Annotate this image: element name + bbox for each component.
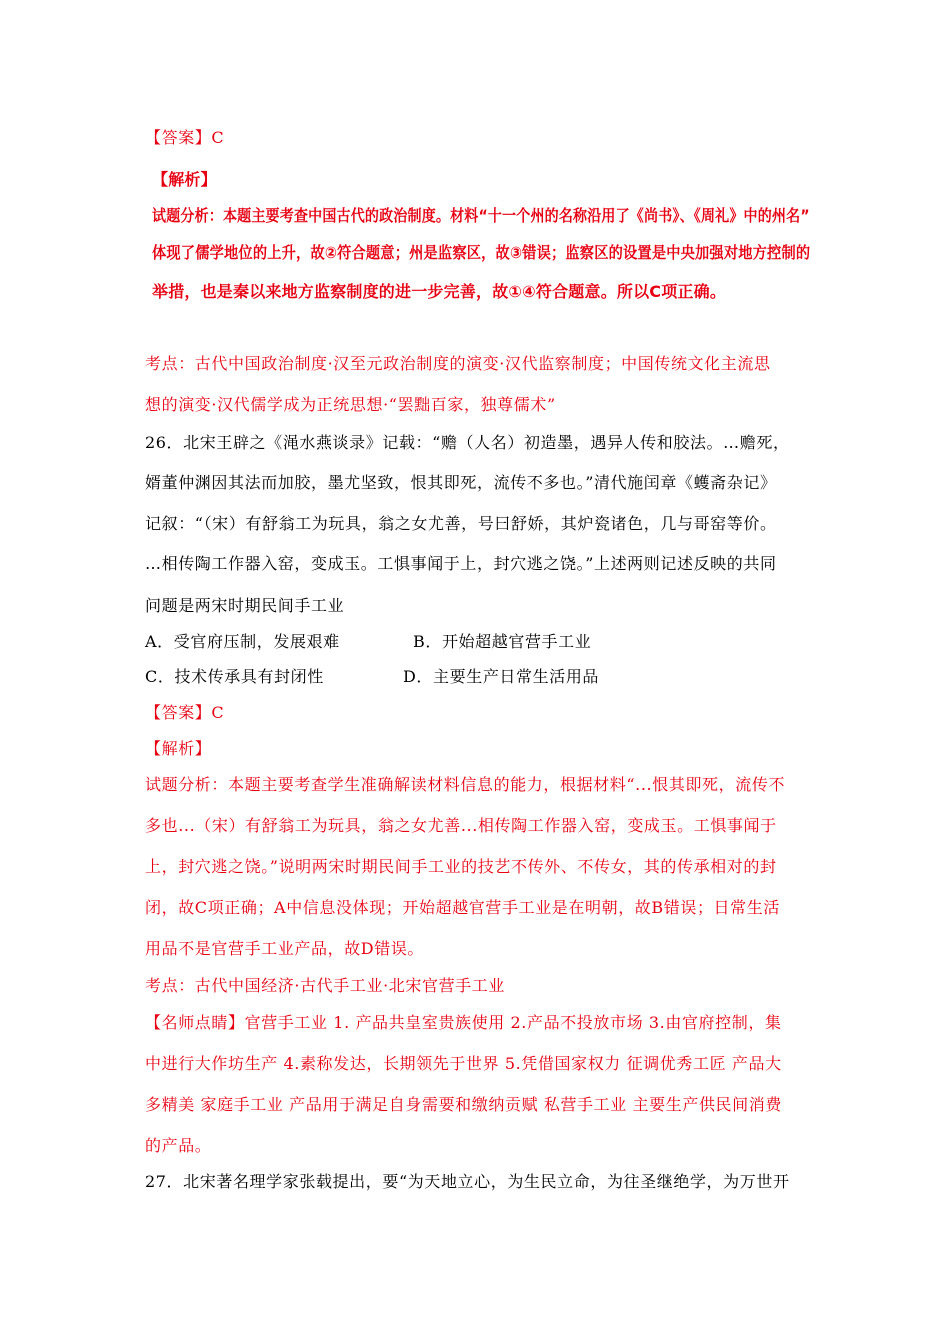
option-b: B．开始超越官营手工业: [413, 632, 592, 651]
analysis-text-line: 用品不是官营手工业产品，故D错误。: [145, 939, 425, 958]
question-stem-line: …相传陶工作器入窑，变成玉。工惧事闻于上，封穴逃之饶。”上述两则记述反映的共同: [145, 554, 777, 573]
question-stem-line: 26．北宋王辟之《渑水燕谈录》记载：“赡（人名）初造墨，遇异人传和胶法。…赡死，: [145, 433, 790, 452]
analysis-text-line: 闭，故C项正确；A中信息没体现；开始超越官营手工业是在明朝，故B错误；日常生活: [145, 898, 780, 917]
question-stem-line: 问题是两宋时期民间手工业: [145, 596, 345, 615]
option-row: [145, 632, 592, 652]
analysis-text-line: 试题分析：本题主要考查中国古代的政治制度。材料“十一个州的名称沿用了《尚书》、《周礼》中的州名”: [152, 206, 810, 225]
analysis-text-line: 上，封穴逃之饶。”说明两宋时期民间手工业的技艺不传外、不传女，其的传承相对的封: [145, 857, 777, 876]
mingshi-line: 【名师点睛】官营手工业 1. 产品共皇室贵族使用 2.产品不投放市场 3.由官府控制，集: [145, 1013, 782, 1032]
option-d: D．主要生产日常生活用品: [403, 667, 600, 686]
mingshi-line: 多精美 家庭手工业 产品用于满足自身需要和缴纳贡赋 私营手工业 主要生产供民间消费: [145, 1095, 782, 1114]
question-stem-line: 记叙：“（宋）有舒翁工为玩具，翁之女尤善，号曰舒娇，其炉瓷诸色，几与哥窑等价。: [145, 514, 777, 533]
option-row: [145, 667, 600, 687]
question-stem-line: 27．北宋著名理学家张载提出，要“为天地立心，为生民立命，为往圣继绝学，为万世开: [145, 1172, 790, 1191]
option-a: A．受官府压制，发展艰难: [145, 632, 340, 651]
option-c: C．技术传承具有封闭性: [145, 667, 324, 686]
kaodian-line: 想的演变·汉代儒学成为正统思想·“罢黜百家，独尊儒术”: [145, 395, 556, 414]
analysis-text-line: 举措，也是秦以来地方监察制度的进一步完善，故①④符合题意。所以C项正确。: [152, 282, 727, 301]
kaodian-line: 考点：古代中国经济·古代手工业·北宋官营手工业: [145, 976, 505, 995]
mingshi-line: 的产品。: [145, 1136, 212, 1155]
answer-label: 【答案】C: [145, 703, 225, 722]
analysis-text-line: 体现了儒学地位的上升，故②符合题意；州是监察区，故③错误；监察区的设置是中央加强对地方控制的: [152, 243, 811, 262]
kaodian-line: 考点：古代中国政治制度·汉至元政治制度的演变·汉代监察制度；中国传统文化主流思: [145, 354, 771, 373]
mingshi-line: 中进行大作坊生产 4.素称发达，长期领先于世界 5.凭借国家权力 征调优秀工匠 产品大: [145, 1054, 782, 1073]
analysis-text-line: 多也...（宋）有舒翁工为玩具，翁之女尤善...相传陶工作器入窑，变成玉。工惧事闻于: [145, 816, 777, 835]
analysis-text-line: 试题分析：本题主要考查学生准确解读材料信息的能力，根据材料“...恨其即死，流传不: [145, 775, 786, 794]
analysis-label: 【解析】: [145, 739, 212, 758]
answer-label: 【答案】C: [145, 128, 225, 147]
analysis-label: 【解析】: [152, 170, 217, 189]
question-stem-line: 婿董仲渊因其法而加胶，墨尤坚致，恨其即死，流传不多也。”清代施闰章《蠖斋杂记》: [145, 473, 777, 492]
